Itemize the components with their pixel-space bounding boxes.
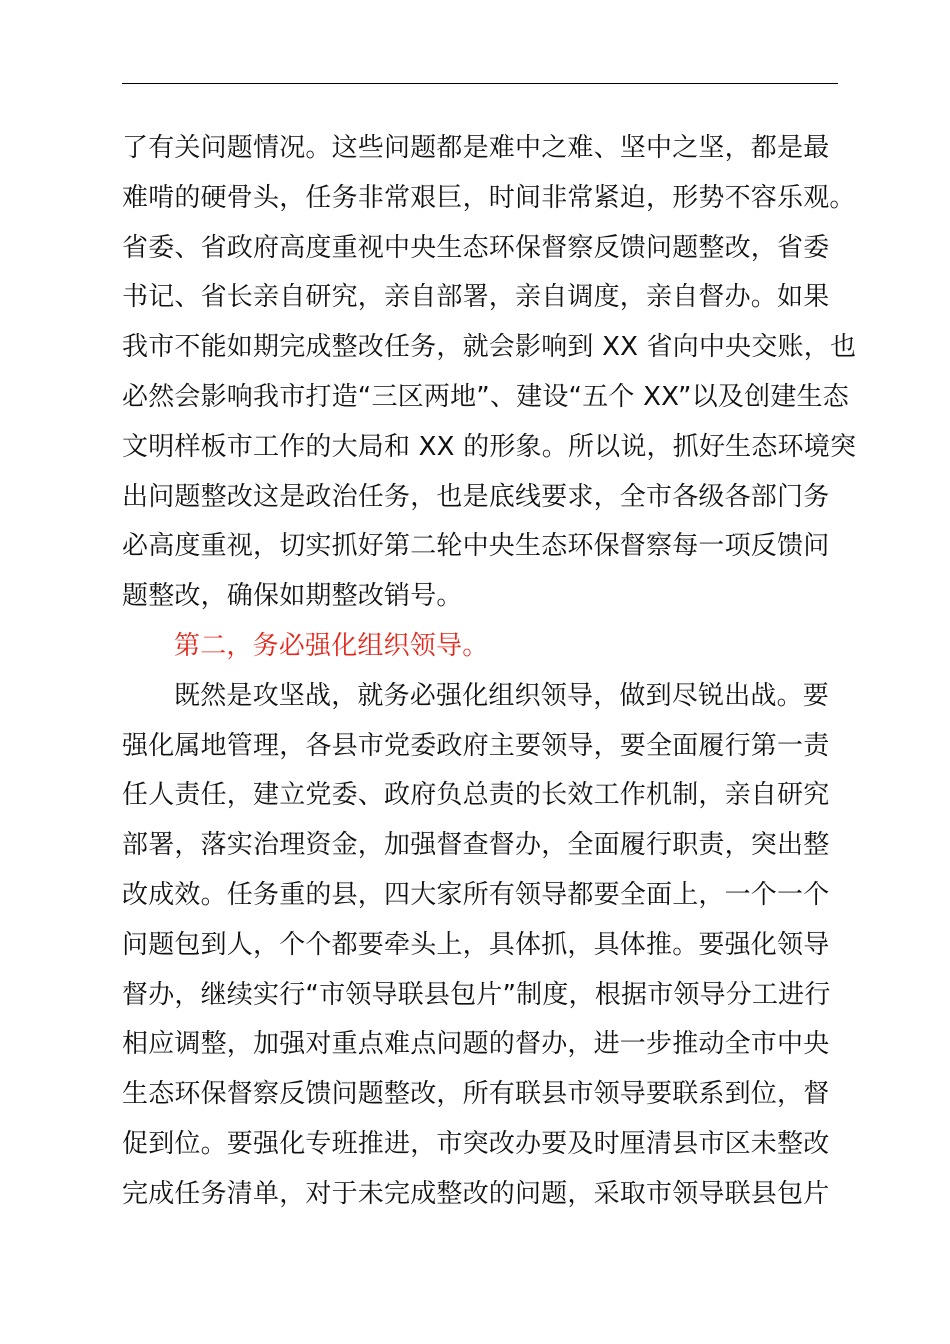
text-line: 任人责任，建立党委、政府负总责的长效工作机制，亲自研究 [122,780,830,810]
text-line: 了有关问题情况。这些问题都是难中之难、坚中之坚，都是最 [122,133,830,163]
text-line: 难啃的硬骨头，任务非常艰巨，时间非常紧迫，形势不容乐观。 [122,183,856,213]
text-line: 督办，继续实行“市领导联县包片”制度，根据市领导分工进行 [122,980,831,1010]
header-rule [122,83,838,84]
text-line: 促到位。要强化专班推进，市突改办要及时厘清县市区未整改 [122,1129,830,1159]
text-line: 生态环保督察反馈问题整改，所有联县市领导要联系到位，督 [122,1079,830,1109]
text-line: 相应调整，加强对重点难点问题的督办，进一步推动全市中央 [122,1029,830,1059]
text-line: 必然会影响我市打造“三区两地”、建设“五个 XX”以及创建生态 [122,382,849,412]
text-line: 既然是攻坚战，就务必强化组织领导，做到尽锐出战。要 [174,681,830,711]
text-line: 问题包到人，个个都要牵头上，具体抓，具体推。要强化领导 [122,930,830,960]
text-line: 我市不能如期完成整改任务，就会影响到 XX 省向中央交账，也 [122,332,857,362]
text-line: 出问题整改这是政治任务，也是底线要求，全市各级各部门务 [122,482,830,512]
text-line: 书记、省长亲自研究，亲自部署，亲自调度，亲自督办。如果 [122,282,830,312]
section-heading: 第二，务必强化组织领导。 [174,631,489,661]
text-line: 完成任务清单，对于未完成整改的问题，采取市领导联县包片 [122,1179,830,1209]
text-line: 改成效。任务重的县，四大家所有领导都要全面上，一个一个 [122,880,830,910]
text-line: 省委、省政府高度重视中央生态环保督察反馈问题整改，省委 [122,233,830,263]
text-line: 必高度重视，切实抓好第二轮中央生态环保督察每一项反馈问 [122,531,830,561]
text-line: 题整改，确保如期整改销号。 [122,581,463,611]
text-line: 强化属地管理，各县市党委政府主要领导，要全面履行第一责 [122,731,830,761]
text-line: 部署，落实治理资金，加强督查督办，全面履行职责，突出整 [122,830,830,860]
text-line: 文明样板市工作的大局和 XX 的形象。所以说，抓好生态环境突 [122,432,857,462]
